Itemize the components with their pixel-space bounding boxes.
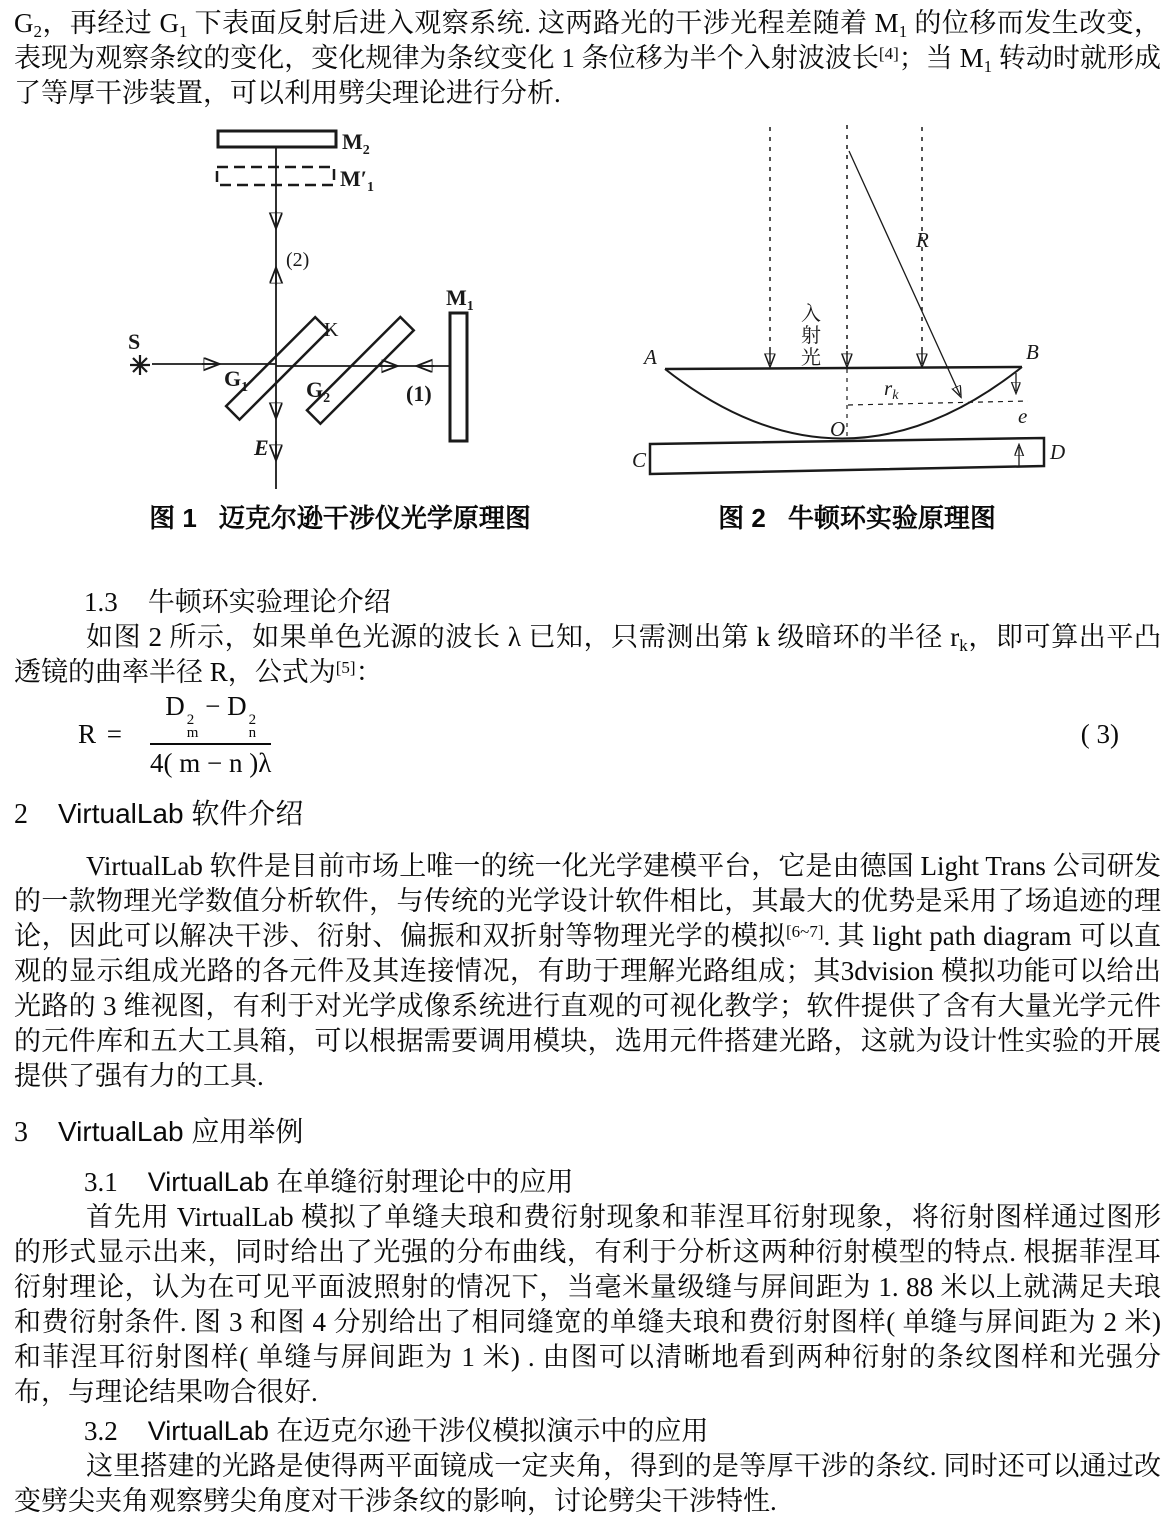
paragraph-3-1: 首先用 VirtualLab 模拟了单缝夫琅和费衍射现象和菲涅耳衍射现象，将衍射图样通过图形的形式显示出来，同时给出了光强的分布曲线，有利于分析这两种衍射模型的特点. 根据菲涅耳衍射理论，认为在可见平面波照射的情况下，当毫米量级缝与屏间距为 1. 88 米以上就满足夫琅和费衍射条件. 图 3 和图 4 分别给出了相同缝宽的单缝夫琅和费衍射图样( 单缝与屏间距为 2 米) 和菲涅耳衍射图样( 单缝与屏间距为 1 米) . 由图可以清晰地看到两种衍射的条纹图样和光强分布，与理论结果吻合很好. xyxy=(14,1202,1161,1407)
label-incident-light-2: 射 xyxy=(801,325,821,347)
figure-newton-rings-diagram xyxy=(630,123,1084,488)
label-source: S xyxy=(128,329,141,354)
heading-3-2-number: 3.2 xyxy=(84,1416,118,1446)
figure2-caption-number: 图 2 xyxy=(718,503,766,533)
paragraph-3-2: 这里搭建的光路是使得两平面镜成一定夹角，得到的是等厚干涉的条纹. 同时还可以通过改变劈尖夹角观察劈尖角度对干涉条纹的影响，讨论劈尖干涉特性. xyxy=(14,1451,1161,1516)
radius-r-line xyxy=(849,151,960,395)
label-g1: $G_1$ xyxy=(224,366,249,395)
lens-flat-top xyxy=(665,367,1022,369)
label-k: K xyxy=(324,319,339,341)
label-incident-light-3: 光 xyxy=(801,347,821,369)
label-m1: $M_1$ xyxy=(446,285,474,314)
figure-michelson-diagram xyxy=(110,123,480,495)
label-c: C xyxy=(632,448,647,472)
rk-dashed-line xyxy=(848,401,1028,405)
label-r: R xyxy=(916,228,929,252)
figures-row xyxy=(14,123,1161,495)
heading-2-title: VirtualLab 软件介绍 xyxy=(58,798,304,829)
label-b: B xyxy=(1026,340,1039,364)
label-gap-e: e xyxy=(1018,404,1028,428)
equation-3 xyxy=(14,692,1161,776)
label-e-screen: E xyxy=(254,435,269,460)
heading-3-1-number: 3.1 xyxy=(84,1167,118,1197)
label-g2: $G_2$ xyxy=(306,377,331,406)
heading-3-1-title: VirtualLab 在单缝衍射理论中的应用 xyxy=(147,1167,574,1197)
label-d: D xyxy=(1050,440,1066,464)
mirror-m1 xyxy=(450,313,467,441)
heading-1-3-title: 牛顿环实验理论介绍 xyxy=(147,587,391,617)
equation-lhs: R = xyxy=(78,718,124,749)
compensator-g2 xyxy=(307,317,414,424)
label-a: A xyxy=(644,345,657,369)
label-incident-light-1: 入 xyxy=(801,303,821,325)
figure1-caption-number: 图 1 xyxy=(149,503,197,533)
paragraph-section-2: VirtualLab 软件是目前市场上唯一的统一化光学建模平台，它是由德国 Light Trans 公司研发的一款物理光学数值分析软件，与传统的光学设计软件相比，其最大的优势是采用了场追迹的理论，因此可以解决干涉、衍射、偏振和双折射等物理光学的模拟[6~7]. 其 light path diagram 可以直观的显示组成光路的各元件及其连接情况，有助于理解光路组成；其3dvision 模拟功能可以给出光路的 3 维视图，有利于对光学成像系统进行直观的可视化教学；软件提供了含有大量光学元件的元件库和五大工具箱，可以根据需要调用模块，选用元件搭建光路，这就为设计性实验的开展提供了强有力的工具. xyxy=(14,851,1162,1091)
glass-plate xyxy=(650,438,1044,474)
mirror-m2 xyxy=(218,131,336,147)
label-path2: (2) xyxy=(286,249,310,271)
figure2-caption xyxy=(650,501,1064,536)
heading-3-2 xyxy=(14,1414,1161,1449)
figure-captions xyxy=(14,501,1161,537)
equation-fraction xyxy=(150,691,271,778)
heading-3-number: 3 xyxy=(14,1117,28,1148)
label-m1-prime: $M'_1$ xyxy=(340,166,374,195)
heading-section-3 xyxy=(14,1114,1161,1151)
label-m2: $M_2$ xyxy=(342,129,370,158)
equation-number: ( 3) xyxy=(1080,718,1119,749)
equation-numerator: D 2 m − D 2 n xyxy=(150,691,271,745)
heading-1-3-number: 1.3 xyxy=(84,587,118,617)
heading-section-2 xyxy=(14,796,1161,833)
label-o: O xyxy=(830,417,846,441)
heading-3-title: VirtualLab 应用举例 xyxy=(58,1116,304,1147)
equation-denominator: 4( m − n )λ xyxy=(150,747,272,778)
heading-1-3 xyxy=(14,585,1161,620)
figure1-caption xyxy=(100,501,580,536)
figure2-caption-title: 牛顿环实验原理图 xyxy=(787,503,996,533)
figure1-caption-title: 迈克尔逊干涉仪光学原理图 xyxy=(218,503,531,533)
source-star-icon xyxy=(130,355,150,375)
label-rk: rk xyxy=(884,376,899,403)
heading-3-2-title: VirtualLab 在迈克尔逊干涉仪模拟演示中的应用 xyxy=(147,1416,709,1446)
label-path1: (1) xyxy=(406,381,432,406)
heading-3-1 xyxy=(14,1165,1161,1200)
heading-2-number: 2 xyxy=(14,799,28,830)
paragraph-1-3: 如图 2 所示，如果单色光源的波长 λ 已知，只需测出第 k 级暗环的半径 $r_k$，即可算出平凸透镜的曲率半径 R，公式为[5]： xyxy=(14,622,1161,687)
paragraph-top: $G_2$，再经过 $G_1$ 下表面反射后进入观察系统. 这两路光的干涉光程差随着 $M_1$ 的位移而发生改变，表现为观察条纹的变化，变化规律为条纹变化 1 条位移为半个入射波波长[4]；当 $M_1$ 转动时就形成了等厚干涉装置，可以利用劈尖理论进行分析. xyxy=(14,8,1162,108)
